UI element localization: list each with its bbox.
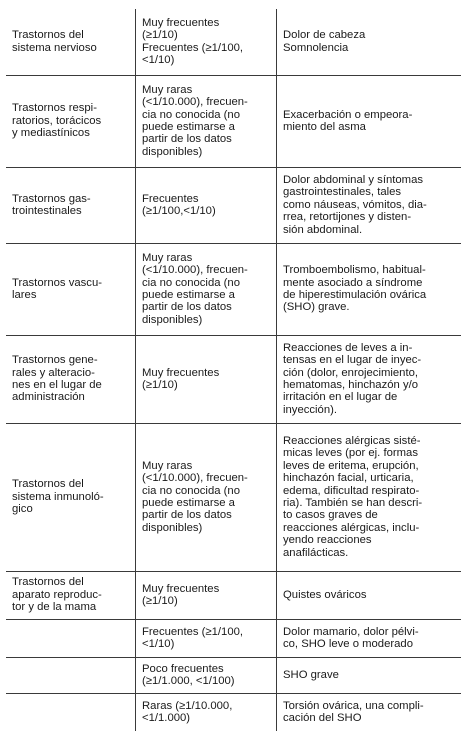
table-row — [6, 571, 461, 619]
table-row — [6, 167, 461, 243]
frequency-cell: Muy raras (<1/10.000), frecuen- cia no conocida (no puede estimarse a partir de los datos disponibles) — [136, 75, 277, 167]
frequency-cell: Muy frecuentes (≥1/10) Frecuentes (≥1/100, <1/10) — [136, 9, 277, 75]
organ-class-cell — [6, 693, 136, 731]
reaction-cell: Dolor de cabeza Somnolencia — [277, 9, 462, 75]
frequency-cell: Frecuentes (≥1/100, <1/10) — [136, 619, 277, 657]
reaction-cell: SHO grave — [277, 657, 462, 693]
reaction-cell: Torsión ovárica, una compli- cación del SHO — [277, 693, 462, 731]
organ-class-cell — [6, 657, 136, 693]
frequency-cell: Muy frecuentes (≥1/10) — [136, 335, 277, 423]
organ-class-cell: Trastornos gene- rales y alteracio- nes en el lugar de administración — [6, 335, 136, 423]
table-row — [6, 693, 461, 731]
adverse-reactions-table — [6, 9, 461, 731]
reaction-cell: Reacciones alérgicas sisté- micas leves (por ej. formas leves de eritema, erupción, hinchazón facial, urticaria, edema, dificultad respirato- ria). También se han descri- to casos graves de reacciones alérgicas, inclu- yendo reacciones anafilácticas. — [277, 423, 462, 571]
table-row — [6, 657, 461, 693]
organ-class-cell: Trastornos vascu- lares — [6, 243, 136, 335]
organ-class-cell: Trastornos del aparato reproduc- tor y de la mama — [6, 571, 136, 619]
table-row — [6, 423, 461, 571]
frequency-cell: Muy raras (<1/10.000), frecuen- cia no conocida (no puede estimarse a partir de los datos disponibles) — [136, 243, 277, 335]
reaction-cell: Dolor mamario, dolor pélvi- co, SHO leve o moderado — [277, 619, 462, 657]
adverse-reactions-table-body — [6, 9, 461, 731]
reaction-cell: Tromboembolismo, habitual- mente asociado a síndrome de hiperestimulación ovárica (SHO) grave. — [277, 243, 462, 335]
organ-class-cell: Trastornos del sistema inmunoló- gico — [6, 423, 136, 571]
frequency-cell: Muy frecuentes (≥1/10) — [136, 571, 277, 619]
organ-class-cell: Trastornos del sistema nervioso — [6, 9, 136, 75]
table-row — [6, 619, 461, 657]
table-row — [6, 75, 461, 167]
frequency-cell: Raras (≥1/10.000, <1/1.000) — [136, 693, 277, 731]
table-row — [6, 335, 461, 423]
reaction-cell: Dolor abdominal y síntomas gastrointestinales, tales como náuseas, vómitos, dia- rrea, retortijones y disten- sión abdominal. — [277, 167, 462, 243]
organ-class-cell: Trastornos respi- ratorios, torácicos y mediastínicos — [6, 75, 136, 167]
reaction-cell: Exacerbación o empeora- miento del asma — [277, 75, 462, 167]
table-row — [6, 243, 461, 335]
frequency-cell: Muy raras (<1/10.000), frecuen- cia no conocida (no puede estimarse a partir de los datos disponibles) — [136, 423, 277, 571]
frequency-cell: Poco frecuentes (≥1/1.000, <1/100) — [136, 657, 277, 693]
frequency-cell: Frecuentes (≥1/100,<1/10) — [136, 167, 277, 243]
table-row — [6, 9, 461, 75]
organ-class-cell: Trastornos gas- trointestinales — [6, 167, 136, 243]
reaction-cell: Quistes ováricos — [277, 571, 462, 619]
organ-class-cell — [6, 619, 136, 657]
reaction-cell: Reacciones de leves a in- tensas en el lugar de inyec- ción (dolor, enrojecimiento, hematomas, hinchazón y/o irritación en el lugar de inyección). — [277, 335, 462, 423]
